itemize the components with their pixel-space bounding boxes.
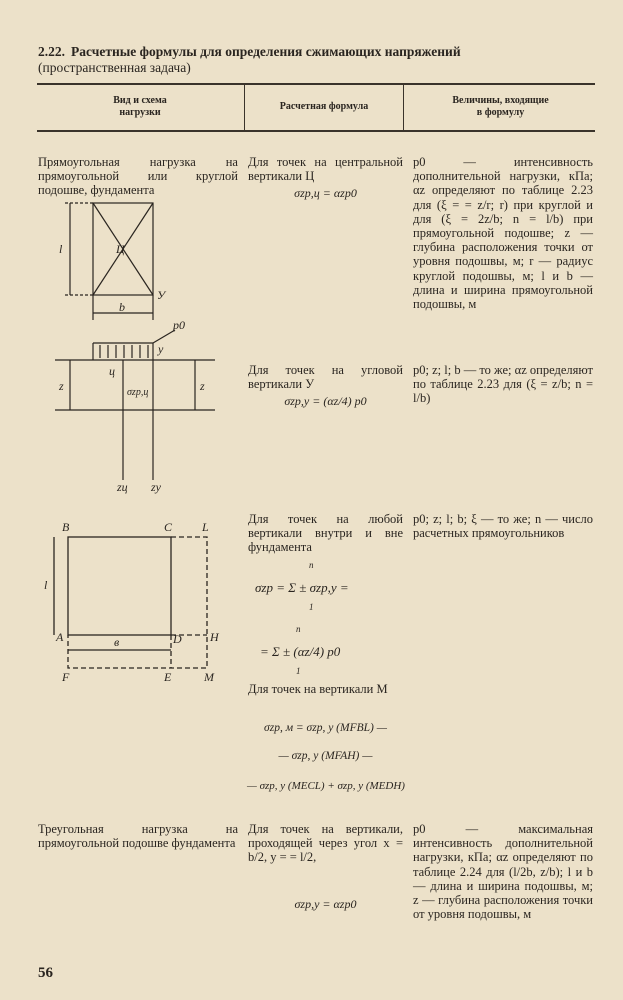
point-L: L <box>202 520 209 534</box>
row2-formula-2: = Σ ± (αz/4) p0 <box>260 644 341 659</box>
point-M: M <box>204 670 214 684</box>
row1-load-type: Прямоугольная нагрузка на прямоугольной или круглой подошве, фундамента <box>38 155 238 198</box>
row2-values: p0; z; l; b; ξ — то же; n — число расчетных прямоугольников <box>413 512 593 541</box>
row3-formula-text: Для точек на вертикали, проходящей через угол x = b/2, y = = l/2, <box>248 822 403 865</box>
page-number: 56 <box>38 965 53 981</box>
row2-formula-m1: σzp, м = σzp, у (MFBL) — <box>264 722 387 734</box>
depth-label-left: z <box>59 379 64 393</box>
axis-center-label: zц <box>117 480 128 494</box>
diagram-rect-load <box>45 195 245 495</box>
depth-label: z <box>200 379 205 393</box>
point-F: F <box>62 670 70 684</box>
row1-formula-b-text: Для точек на угловой вертикали У <box>248 363 403 392</box>
header-bottom-rule <box>37 130 595 132</box>
row2-formula-text: Для точек на любой вертикали внутри и вне фундамента <box>248 512 403 555</box>
table-title-text: Расчетные формулы для определения сжимающих напряжений <box>71 44 461 59</box>
table-title <box>38 44 598 76</box>
point-C: C <box>164 520 173 534</box>
row2-formula-m-text: Для точек на вертикали М <box>248 682 388 696</box>
corner-label-2: у <box>158 342 164 356</box>
header-divider-2 <box>403 84 404 130</box>
row1-formula-b: σzp,у = (αz/4) p0 <box>284 394 367 408</box>
width-label: b <box>119 300 125 314</box>
sum-upper-1: n <box>309 560 314 570</box>
row2-formula-m3: — σzp, у (MECL) + σzp, у (MEDH) <box>247 780 405 792</box>
header-divider-1 <box>244 84 245 130</box>
sum-lower-1: 1 <box>309 602 314 612</box>
sum-upper-2: n <box>296 624 301 634</box>
stress-label: σzp,ц <box>127 387 149 398</box>
point-E: E <box>164 670 172 684</box>
row1-formula-a-text: Для точек на центральной вертикали Ц <box>248 155 403 184</box>
header-col1-line1: Вид и схема <box>113 95 167 106</box>
header-col3-line2: в формулу <box>476 107 525 118</box>
corner-label: У <box>157 288 166 302</box>
center-label: Ц <box>116 242 125 256</box>
sum-lower-2: 1 <box>296 666 301 676</box>
row2-formula-1: σzp = Σ ± σzp,у = <box>255 580 349 595</box>
center-label-2: ц <box>109 364 115 378</box>
row1-values-a: p0 — интенсивность дополнительной нагрузки, кПа; αz определяют по таблице 2.23 для (ξ = = z/r; r) при круглой и для (ξ = 2z/b; n = l/b) при прямоугольной подошве; z — глубина расположения точки от уровня подошвы, м; r — радиус круглой подошвы, м; l и b — длина и ширина прямоугольной подошвы, м <box>413 155 593 312</box>
point-H: H <box>210 630 219 644</box>
header-col1 <box>40 95 240 119</box>
header-col2: Расчетная формула <box>279 101 369 112</box>
dim-l: l <box>44 578 48 592</box>
load-label: p0 <box>173 318 185 332</box>
header-top-rule <box>37 83 595 85</box>
header-col1-line2: нагрузки <box>119 107 161 118</box>
row2-formula-m2: — σzp, у (MFAH) — <box>278 750 373 762</box>
header-col3 <box>408 95 593 119</box>
row1-values-b: p0; z; l; b — то же; αz определяют по таблице 2.23 для (ξ = z/b; n = l/b) <box>413 363 593 406</box>
point-D: D <box>173 632 182 646</box>
table-subtitle: (пространственная задача) <box>38 60 191 75</box>
header-col3-line1: Величины, входящие <box>452 95 549 106</box>
row1-formula-a: σzp,ц = αzp0 <box>294 186 357 200</box>
point-B: B <box>62 520 70 534</box>
length-label: l <box>59 242 63 256</box>
dim-b: в <box>114 635 120 649</box>
axis-corner-label: zу <box>151 480 161 494</box>
row3-formula: σzp,у = αzp0 <box>294 897 357 911</box>
point-A: A <box>56 630 64 644</box>
row3-values: p0 — максимальная интенсивность дополнительной нагрузки, кПа; αz определяют по таблице 2.24 для (l/2b, z/b); l и b — длина и ширина подошвы, м; z — глубина расположения точки от уровня подошвы, м <box>413 822 593 922</box>
diagram-superposition <box>40 515 240 690</box>
table-number: 2.22. <box>38 44 65 59</box>
row3-load-type: Треугольная нагрузка на прямоугольной подошве фундамента <box>38 822 238 851</box>
